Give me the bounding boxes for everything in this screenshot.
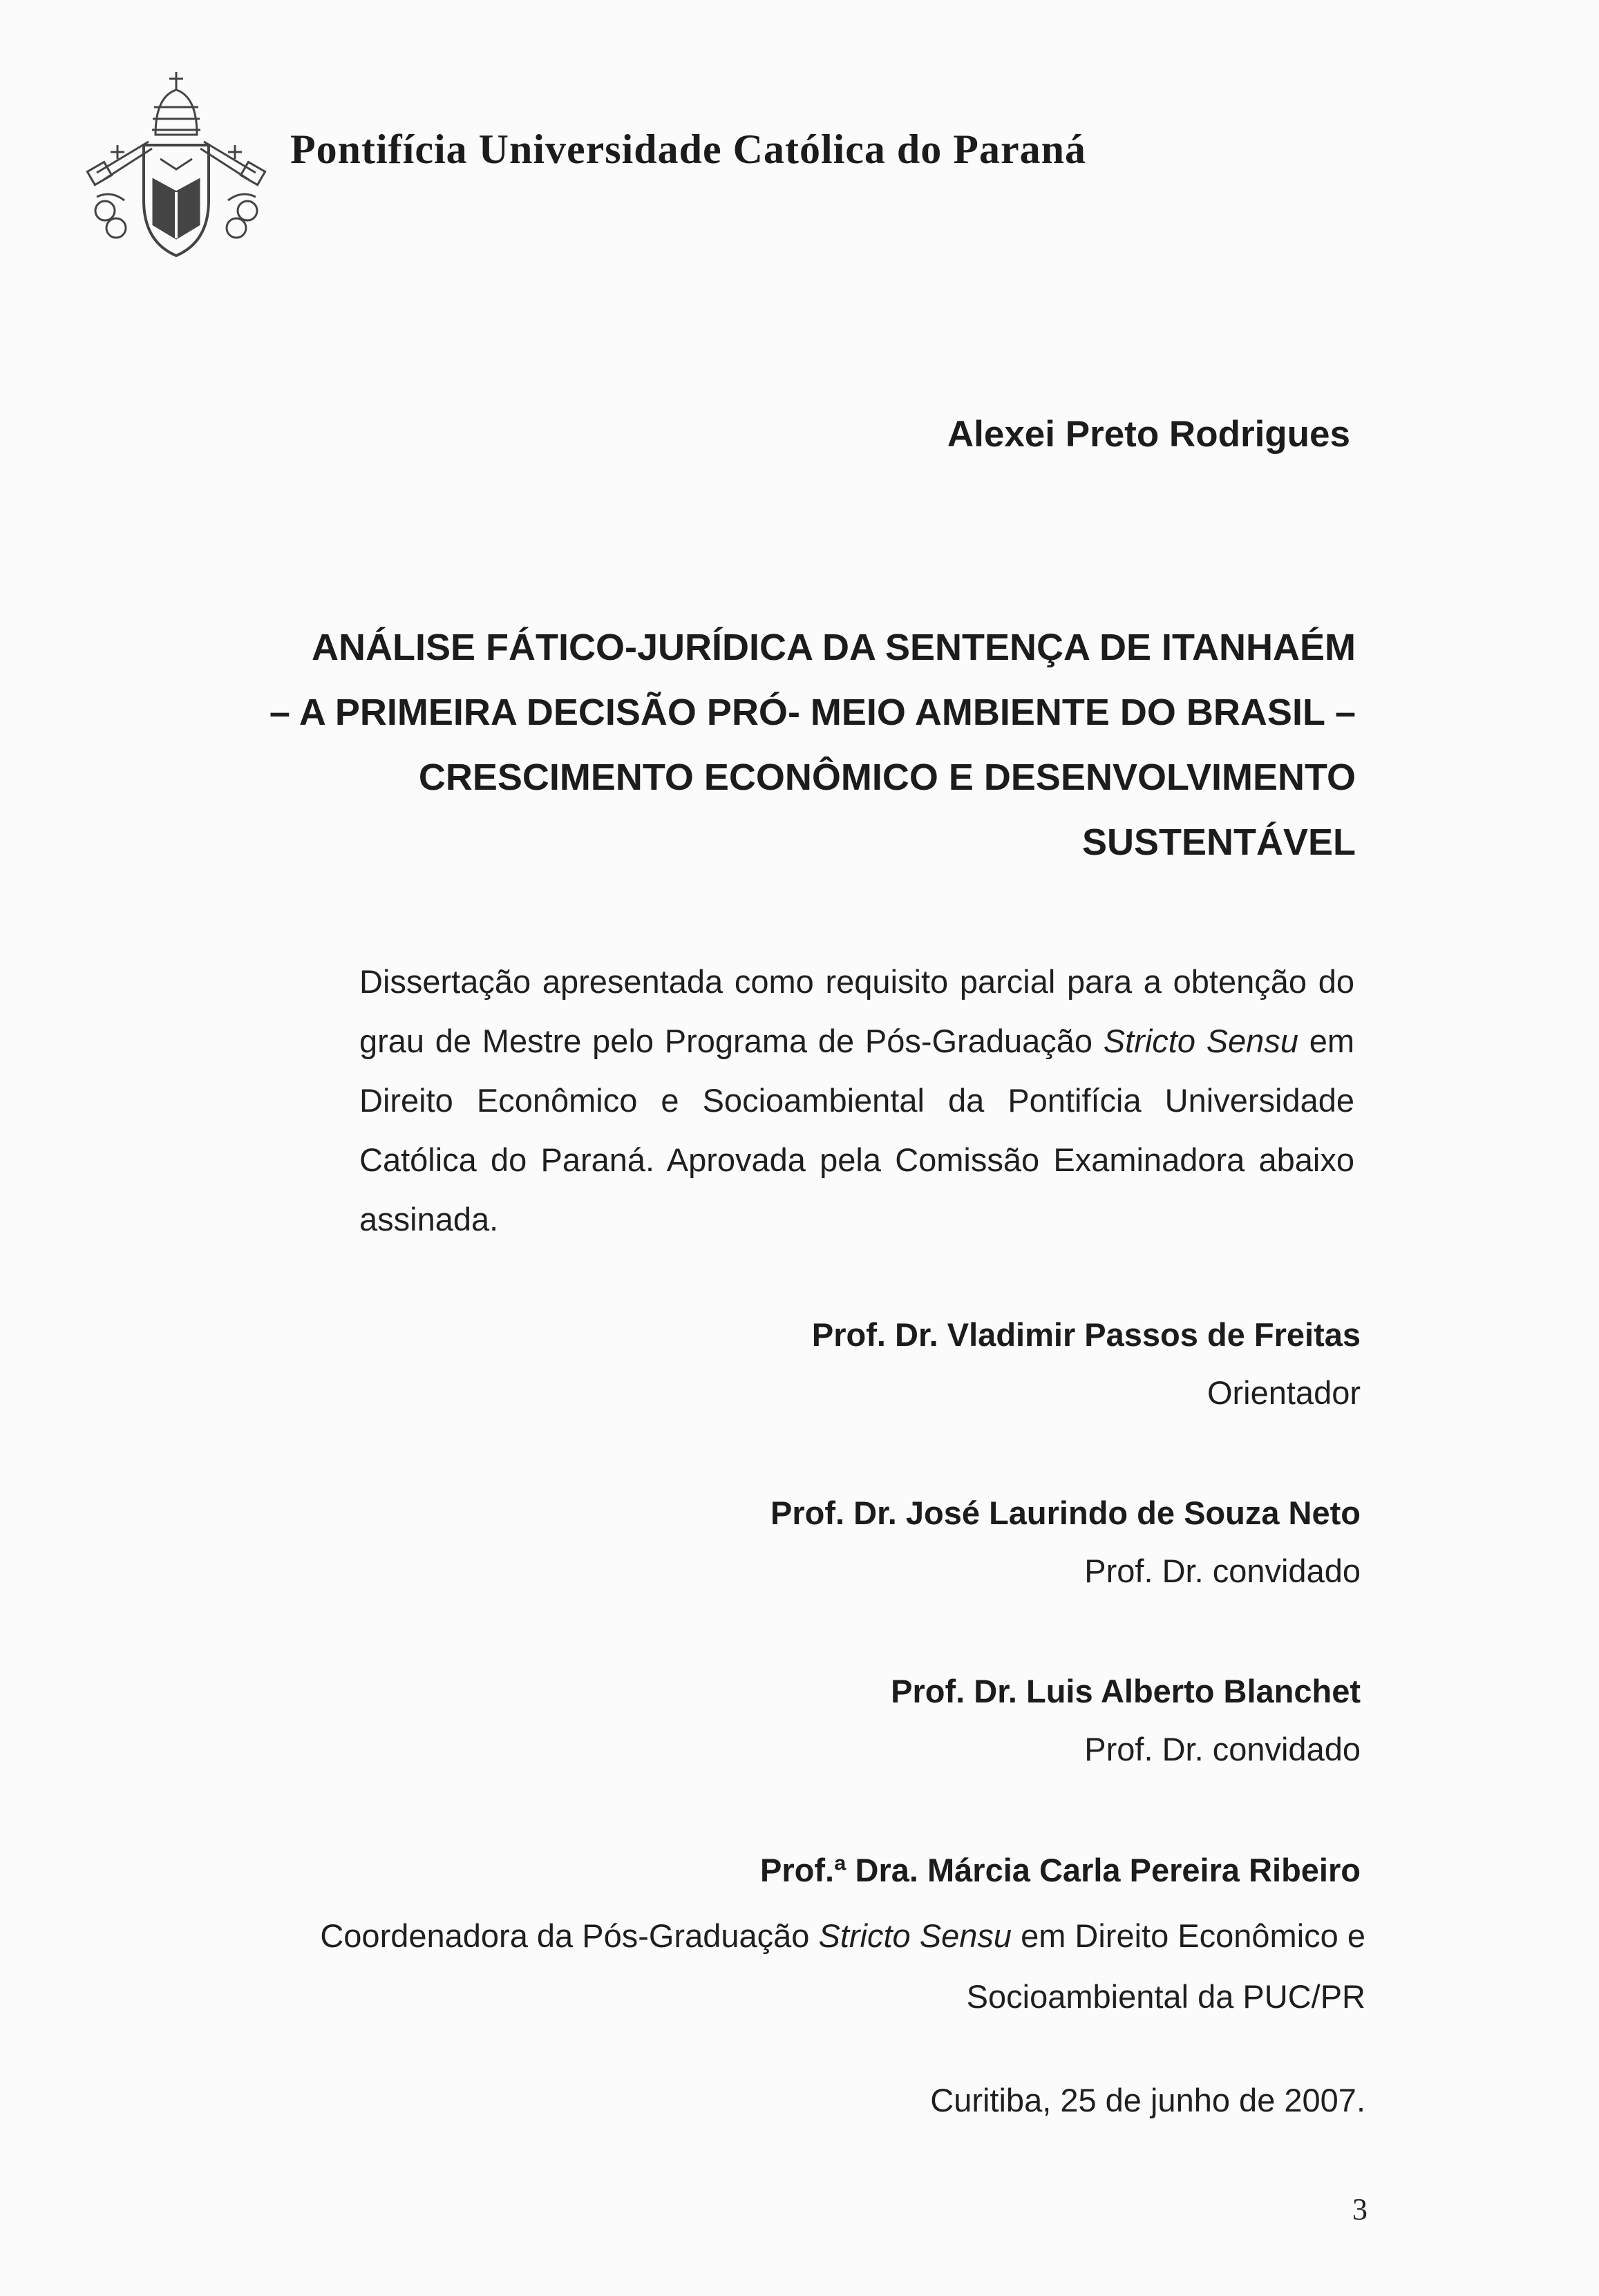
committee-member bbox=[812, 1306, 1361, 1422]
committee-member bbox=[770, 1484, 1361, 1600]
papal-coat-of-arms-icon bbox=[83, 69, 269, 263]
date-place: Curitiba, 25 de junho de 2007. bbox=[930, 2082, 1365, 2118]
description-text: Dissertação apresentada como requisito parcial para a obtenção do grau de Mestre pelo Programa de Pós-Graduação bbox=[359, 963, 1354, 1059]
author-name: Alexei Preto Rodrigues bbox=[947, 414, 1350, 455]
dissertation-description bbox=[359, 952, 1354, 1249]
coordinator-role-text: Coordenadora da Pós-Graduação bbox=[320, 1917, 819, 1954]
description-text: em Direito Econômico e Socioambiental da Pontifícia Universidade Católica do Paraná. Aprovada pela Comissão Examinadora abaixo assinada. bbox=[359, 1023, 1354, 1237]
member-name: Prof. Dr. José Laurindo de Souza Neto bbox=[770, 1495, 1361, 1531]
dissertation-title bbox=[43, 615, 1356, 875]
university-name: Pontifícia Universidade Católica do Paraná bbox=[290, 126, 1086, 172]
title-line: CRESCIMENTO ECONÔMICO E DESENVOLVIMENTO bbox=[418, 757, 1356, 798]
title-line: ANÁLISE FÁTICO-JURÍDICA DA SENTENÇA DE ITANHAÉM bbox=[312, 627, 1356, 668]
coordinator-role-italic: Stricto Sensu bbox=[818, 1917, 1012, 1954]
member-role: Orientador bbox=[1207, 1374, 1361, 1411]
member-role: Prof. Dr. convidado bbox=[1084, 1553, 1361, 1589]
coordinator-name: Prof.ª Dra. Márcia Carla Pereira Ribeiro bbox=[760, 1852, 1361, 1888]
member-name: Prof. Dr. Luis Alberto Blanchet bbox=[891, 1673, 1361, 1709]
coordinator bbox=[760, 1841, 1361, 1899]
page-number: 3 bbox=[1352, 2192, 1368, 2226]
description-italic: Stricto Sensu bbox=[1103, 1023, 1298, 1059]
title-line: SUSTENTÁVEL bbox=[1081, 822, 1356, 863]
committee-member bbox=[891, 1662, 1361, 1778]
coordinator-role bbox=[320, 1906, 1365, 2027]
coordinator-role-line: Socioambiental da PUC/PR bbox=[966, 1978, 1365, 2015]
coordinator-role-text: em Direito Econômico e bbox=[1012, 1917, 1365, 1954]
title-line: – A PRIMEIRA DECISÃO PRÓ- MEIO AMBIENTE DO BRASIL – bbox=[269, 692, 1356, 733]
member-name: Prof. Dr. Vladimir Passos de Freitas bbox=[811, 1316, 1361, 1353]
member-role: Prof. Dr. convidado bbox=[1084, 1731, 1361, 1767]
coordinator-role-line bbox=[320, 1906, 1365, 1966]
